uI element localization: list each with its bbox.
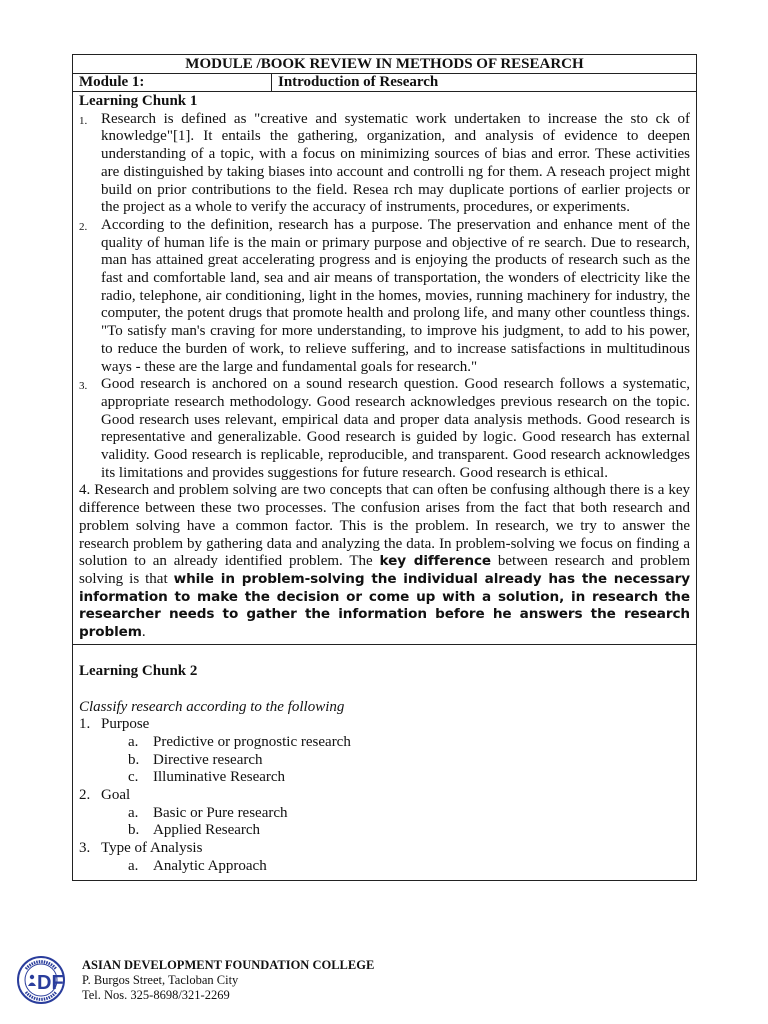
chunk1-heading: Learning Chunk 1 bbox=[79, 93, 198, 109]
p4-start: 4. Research and problem solving are two concepts that can often be confusing although there is a key difference between these two processes. The confusion arises from the fact that both research and problem solving have a common factor. This is the problem. In research, we try to answer the research problem by gathering data and analyzing the data. In problem-solving we focus on finding a solution to an already identified problem. The bbox=[79, 482, 690, 570]
sub-item-text: Predictive or prognostic research bbox=[153, 733, 351, 750]
module-row bbox=[73, 74, 696, 92]
p4-mid: between research and problem solving is that bbox=[79, 553, 691, 587]
list-item-label: Purpose bbox=[101, 716, 150, 733]
sub-item-text: Applied Research bbox=[153, 822, 261, 839]
list-item bbox=[79, 217, 690, 376]
list-item bbox=[79, 716, 690, 734]
list-item-text: Good research is anchored on a sound research question. Good research follows a systematic, appropriate research methodology. Good research acknowledges previous research on the topic. Good research uses relevant, empirical data and proper data analysis methods. Good research is representative and generalizable. Good research is guided by logic. Good research has external validity. Good research is replicable, reproducible, and transparent. Good research acknowledges its limitations and provides suggestions for future research. Good research is ethical. bbox=[101, 376, 690, 481]
sub-item-text: Analytic Approach bbox=[153, 857, 267, 874]
sub-item-text: Illuminative Research bbox=[153, 769, 286, 786]
sub-list-item bbox=[79, 805, 690, 823]
module-label: Module 1: bbox=[73, 74, 272, 91]
list-item bbox=[79, 376, 690, 482]
sub-item-letter: a. bbox=[128, 804, 139, 821]
learning-chunk-2 bbox=[73, 644, 696, 880]
sub-item-letter: b. bbox=[128, 751, 140, 768]
list-item-number: 1. bbox=[79, 716, 91, 733]
logo-letters: DF bbox=[37, 972, 64, 994]
page-footer bbox=[16, 955, 436, 1005]
sub-list-item bbox=[79, 752, 690, 770]
p4-key-difference: key difference bbox=[379, 553, 492, 570]
sub-item-letter: a. bbox=[128, 857, 139, 874]
chunk1-list bbox=[79, 111, 690, 483]
module-title: Introduction of Research bbox=[278, 74, 439, 90]
document-title: MODULE /BOOK REVIEW IN METHODS OF RESEARCH bbox=[73, 55, 696, 74]
sub-item-text: Directive research bbox=[153, 751, 263, 768]
list-item-number: 3. bbox=[79, 840, 91, 857]
p4-end: . bbox=[141, 624, 146, 641]
sub-list-item bbox=[79, 822, 690, 840]
list-item bbox=[79, 787, 690, 805]
list-item-label: Type of Analysis bbox=[101, 840, 203, 857]
list-item bbox=[79, 111, 690, 217]
learning-chunk-1 bbox=[73, 92, 696, 644]
college-name: ASIAN DEVELOPMENT FOUNDATION COLLEGE bbox=[82, 958, 375, 972]
paragraph-4 bbox=[79, 482, 690, 641]
sub-item-letter: c. bbox=[128, 769, 139, 786]
college-info bbox=[82, 958, 374, 1003]
chunk2-intro: Classify research according to the following bbox=[79, 698, 345, 715]
review-table bbox=[72, 54, 697, 881]
document-page bbox=[72, 54, 697, 881]
sub-list-item bbox=[79, 734, 690, 752]
list-item bbox=[79, 840, 690, 858]
list-item-number: 2. bbox=[79, 220, 88, 233]
sub-item-letter: b. bbox=[128, 822, 140, 839]
list-item-text: Research is defined as "creative and systematic work undertaken to increase the sto ck of knowledge"[1]. It entails the gathering, organization, and analysis of evidence to deepen understanding of a topic, with a focus on minimizing sources of bias and error. These activities are distinguished by taking biases into account and controlli ng for them. A reseach project might build on prior contributions to the field. Resea rch may duplicate portions of earlier projects or the project as a whole to verify the accuracy of instruments, procedures, or experiments. bbox=[101, 110, 690, 216]
list-item-number: 3. bbox=[79, 380, 88, 393]
college-logo-icon bbox=[16, 955, 78, 1005]
list-item-text: According to the definition, research has a purpose. The preservation and enhance ment of the quality of human life is the main or primary purpose and objective of re search. Due to research, man has attained great accelerating progress and is enjoying the products of research such as the fast and comfortable land, sea and air means of transportation, the wonders of electricity like the radio, telephone, air conditioning, light in the homes, movies, running machinery for industry, the computer, the potent drugs that promote health and prolong life, and many other countless things. "To satisfy man's craving for more understanding, to improve his judgment, to add to his power, to reduce the burden of work, to relieve suffering, and to increase satisfactions in multitudinous ways - these are the large and fundamental goals for research." bbox=[101, 216, 690, 375]
sub-item-text: Basic or Pure research bbox=[153, 804, 288, 821]
chunk2-heading: Learning Chunk 2 bbox=[79, 662, 198, 679]
list-item-number: 2. bbox=[79, 787, 91, 804]
sub-list-item bbox=[79, 858, 690, 876]
college-address: P. Burgos Street, Tacloban City bbox=[82, 973, 239, 987]
sub-item-letter: a. bbox=[128, 733, 139, 750]
sub-list-item bbox=[79, 769, 690, 787]
list-item-number: 1. bbox=[79, 114, 88, 127]
list-item-label: Goal bbox=[101, 787, 131, 804]
p4-bold-statement: while in problem-solving the individual already has the necessary information to make the decision or come up with a solution, in research the researcher needs to gather the information before he answers the research problem bbox=[79, 570, 690, 641]
college-phone: Tel. Nos. 325-8698/321-2269 bbox=[82, 988, 230, 1002]
